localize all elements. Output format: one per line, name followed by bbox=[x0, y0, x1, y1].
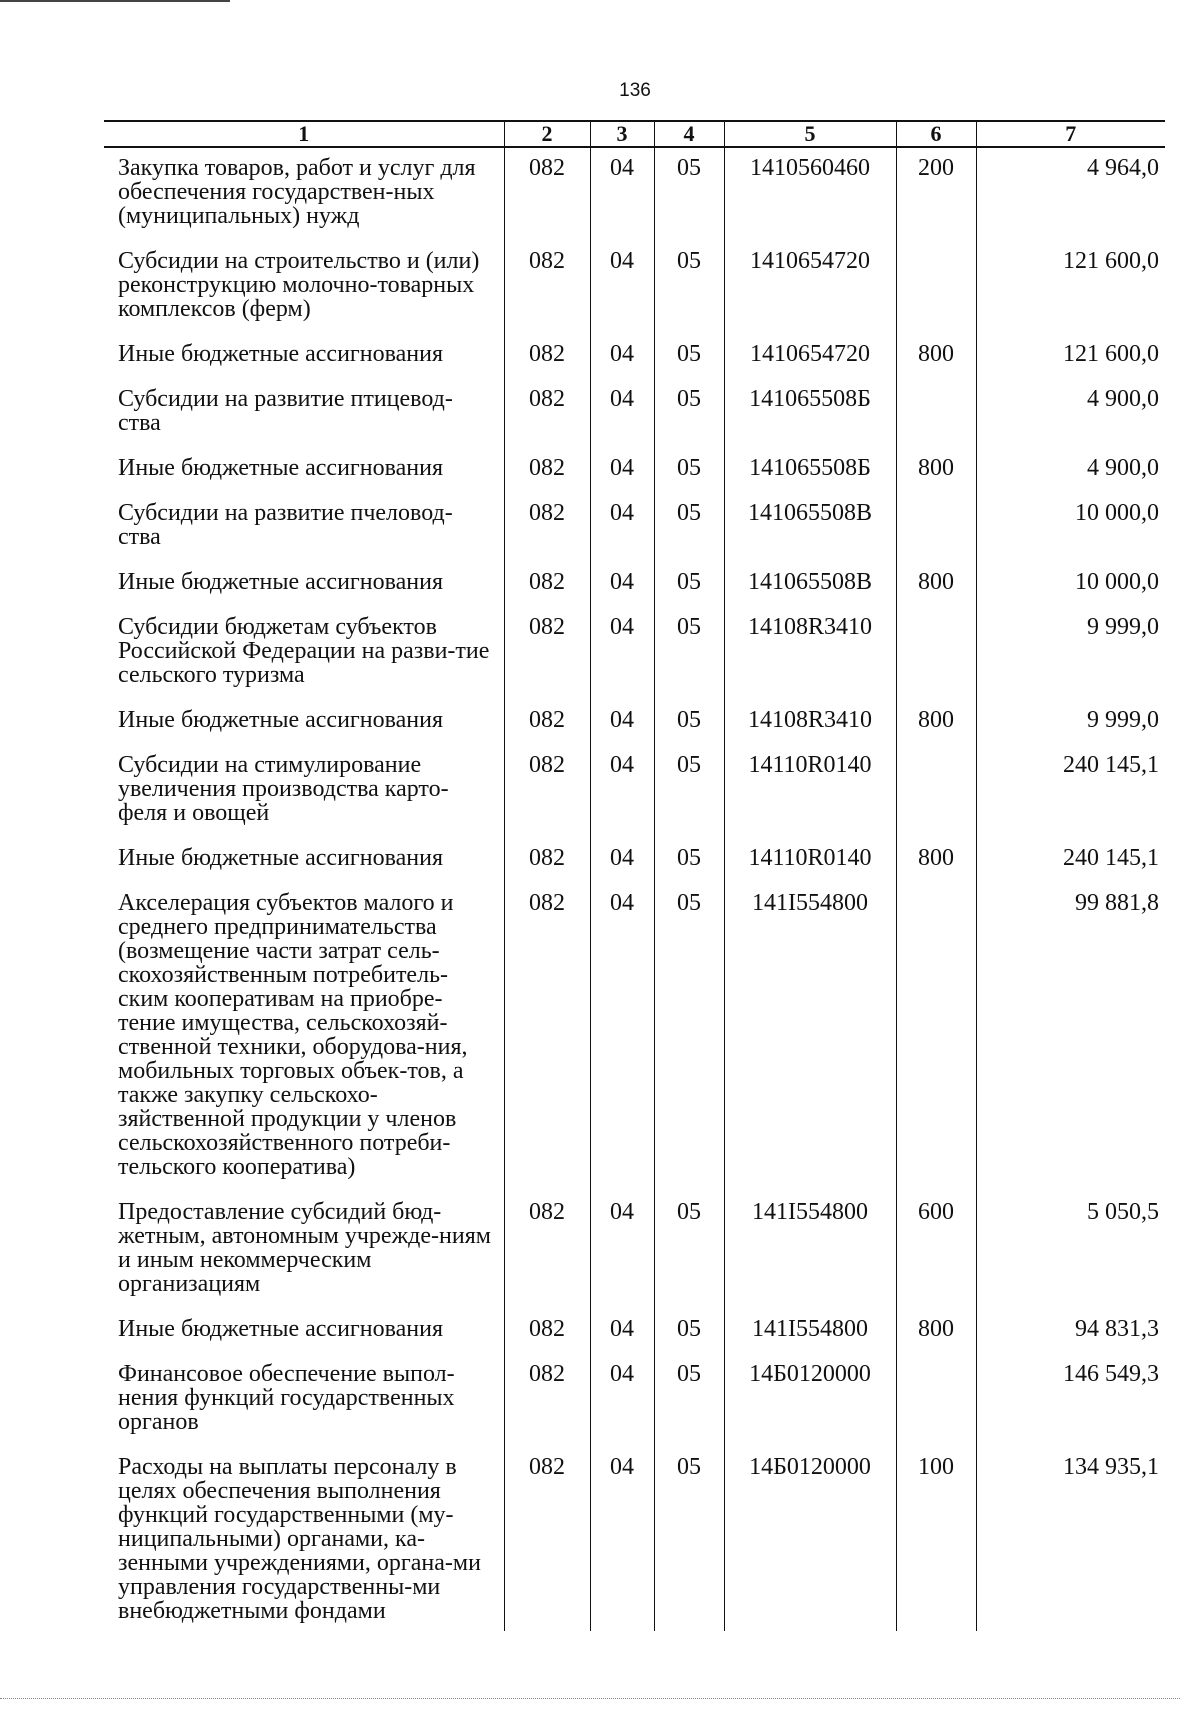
section-code: 04 bbox=[590, 448, 654, 493]
row-description: Субсидии на строительство и (или) реконструкцию молочно-товарных комплексов (ферм) bbox=[118, 248, 480, 322]
table-row bbox=[104, 493, 1165, 562]
expense-type-code bbox=[896, 745, 976, 838]
table-row bbox=[104, 1447, 1165, 1631]
table-row bbox=[104, 838, 1165, 883]
amount: 240 145,1 bbox=[976, 838, 1165, 883]
ministry-code: 082 bbox=[504, 883, 590, 1192]
subsection-code: 05 bbox=[654, 838, 724, 883]
header-col-5: 5 bbox=[724, 121, 896, 147]
table-row bbox=[104, 448, 1165, 493]
expense-type-code bbox=[896, 1354, 976, 1447]
section-code: 04 bbox=[590, 1354, 654, 1447]
target-article-code: 1410560460 bbox=[724, 147, 896, 241]
top-scan-rule bbox=[0, 0, 230, 2]
expense-type-code: 800 bbox=[896, 448, 976, 493]
expense-type-code: 800 bbox=[896, 334, 976, 379]
row-description: Финансовое обеспечение выпол-нения функций государственных органов bbox=[118, 1361, 455, 1435]
target-article-code: 141065508Б bbox=[724, 448, 896, 493]
target-article-code: 141065508В bbox=[724, 562, 896, 607]
target-article-code: 141I554800 bbox=[724, 883, 896, 1192]
expense-type-code bbox=[896, 607, 976, 700]
amount: 121 600,0 bbox=[976, 334, 1165, 379]
target-article-code: 141I554800 bbox=[724, 1192, 896, 1309]
ministry-code: 082 bbox=[504, 493, 590, 562]
amount: 134 935,1 bbox=[976, 1447, 1165, 1631]
table-row bbox=[104, 379, 1165, 448]
target-article-code: 14Б0120000 bbox=[724, 1447, 896, 1631]
header-col-6: 6 bbox=[896, 121, 976, 147]
row-description: Иные бюджетные ассигнования bbox=[118, 845, 443, 871]
row-description: Субсидии на развитие пчеловод-ства bbox=[118, 500, 453, 550]
subsection-code: 05 bbox=[654, 379, 724, 448]
target-article-code: 14Б0120000 bbox=[724, 1354, 896, 1447]
expense-type-code bbox=[896, 493, 976, 562]
amount: 10 000,0 bbox=[976, 493, 1165, 562]
subsection-code: 05 bbox=[654, 448, 724, 493]
row-description: Расходы на выплаты персоналу в целях обеспечения выполнения функций государственными (му-ниципальными) органами, ка-зенными учреждениями, органа-ми управления государственны-ми внебюджетными фондами bbox=[118, 1454, 481, 1624]
table-row bbox=[104, 1309, 1165, 1354]
subsection-code: 05 bbox=[654, 883, 724, 1192]
page-number: 136 bbox=[619, 80, 651, 101]
ministry-code: 082 bbox=[504, 1354, 590, 1447]
section-code: 04 bbox=[590, 147, 654, 241]
table-row bbox=[104, 147, 1165, 241]
amount: 146 549,3 bbox=[976, 1354, 1165, 1447]
header-row bbox=[104, 121, 1165, 147]
expense-type-code: 100 bbox=[896, 1447, 976, 1631]
target-article-code: 141065508Б bbox=[724, 379, 896, 448]
ministry-code: 082 bbox=[504, 1192, 590, 1309]
target-article-code: 14110R0140 bbox=[724, 745, 896, 838]
target-article-code: 141I554800 bbox=[724, 1309, 896, 1354]
amount: 240 145,1 bbox=[976, 745, 1165, 838]
amount: 94 831,3 bbox=[976, 1309, 1165, 1354]
amount: 99 881,8 bbox=[976, 883, 1165, 1192]
target-article-code: 1410654720 bbox=[724, 334, 896, 379]
section-code: 04 bbox=[590, 562, 654, 607]
row-description: Предоставление субсидий бюд-жетным, автономным учрежде-ниям и иным некоммерческим организациям bbox=[118, 1199, 491, 1297]
amount: 4 900,0 bbox=[976, 448, 1165, 493]
subsection-code: 05 bbox=[654, 562, 724, 607]
ministry-code: 082 bbox=[504, 241, 590, 334]
section-code: 04 bbox=[590, 1192, 654, 1309]
header-col-4: 4 bbox=[654, 121, 724, 147]
amount: 5 050,5 bbox=[976, 1192, 1165, 1309]
amount: 4 900,0 bbox=[976, 379, 1165, 448]
table-row bbox=[104, 1354, 1165, 1447]
expense-type-code: 800 bbox=[896, 562, 976, 607]
subsection-code: 05 bbox=[654, 1354, 724, 1447]
subsection-code: 05 bbox=[654, 1447, 724, 1631]
target-article-code: 14108R3410 bbox=[724, 700, 896, 745]
budget-table bbox=[104, 120, 1165, 1631]
ministry-code: 082 bbox=[504, 607, 590, 700]
subsection-code: 05 bbox=[654, 147, 724, 241]
header-col-1: 1 bbox=[104, 121, 504, 147]
table-row bbox=[104, 700, 1165, 745]
row-description: Иные бюджетные ассигнования bbox=[118, 455, 443, 481]
section-code: 04 bbox=[590, 700, 654, 745]
subsection-code: 05 bbox=[654, 607, 724, 700]
subsection-code: 05 bbox=[654, 334, 724, 379]
section-code: 04 bbox=[590, 607, 654, 700]
table-row bbox=[104, 607, 1165, 700]
ministry-code: 082 bbox=[504, 562, 590, 607]
table-row bbox=[104, 334, 1165, 379]
expense-type-code bbox=[896, 883, 976, 1192]
row-description: Иные бюджетные ассигнования bbox=[118, 341, 443, 367]
ministry-code: 082 bbox=[504, 448, 590, 493]
target-article-code: 14110R0140 bbox=[724, 838, 896, 883]
ministry-code: 082 bbox=[504, 147, 590, 241]
row-description: Иные бюджетные ассигнования bbox=[118, 707, 443, 733]
row-description: Субсидии бюджетам субъектов Российской Федерации на разви-тие сельского туризма bbox=[118, 614, 490, 688]
table-row bbox=[104, 883, 1165, 1192]
section-code: 04 bbox=[590, 493, 654, 562]
expense-type-code bbox=[896, 241, 976, 334]
section-code: 04 bbox=[590, 745, 654, 838]
table-row bbox=[104, 745, 1165, 838]
target-article-code: 1410654720 bbox=[724, 241, 896, 334]
subsection-code: 05 bbox=[654, 241, 724, 334]
ministry-code: 082 bbox=[504, 334, 590, 379]
table-row bbox=[104, 1192, 1165, 1309]
section-code: 04 bbox=[590, 883, 654, 1192]
amount: 10 000,0 bbox=[976, 562, 1165, 607]
row-description: Субсидии на развитие птицевод-ства bbox=[118, 386, 453, 436]
ministry-code: 082 bbox=[504, 379, 590, 448]
target-article-code: 141065508В bbox=[724, 493, 896, 562]
row-description: Иные бюджетные ассигнования bbox=[118, 569, 443, 595]
expense-type-code: 800 bbox=[896, 838, 976, 883]
amount: 121 600,0 bbox=[976, 241, 1165, 334]
expense-type-code: 800 bbox=[896, 1309, 976, 1354]
amount: 9 999,0 bbox=[976, 607, 1165, 700]
target-article-code: 14108R3410 bbox=[724, 607, 896, 700]
expense-type-code: 600 bbox=[896, 1192, 976, 1309]
row-description: Иные бюджетные ассигнования bbox=[118, 1316, 443, 1342]
amount: 9 999,0 bbox=[976, 700, 1165, 745]
table-row bbox=[104, 241, 1165, 334]
expense-type-code bbox=[896, 379, 976, 448]
ministry-code: 082 bbox=[504, 838, 590, 883]
expense-type-code: 800 bbox=[896, 700, 976, 745]
bottom-scan-rule bbox=[0, 1698, 1180, 1699]
section-code: 04 bbox=[590, 838, 654, 883]
ministry-code: 082 bbox=[504, 700, 590, 745]
subsection-code: 05 bbox=[654, 493, 724, 562]
section-code: 04 bbox=[590, 1309, 654, 1354]
ministry-code: 082 bbox=[504, 1309, 590, 1354]
section-code: 04 bbox=[590, 334, 654, 379]
amount: 4 964,0 bbox=[976, 147, 1165, 241]
ministry-code: 082 bbox=[504, 1447, 590, 1631]
subsection-code: 05 bbox=[654, 700, 724, 745]
subsection-code: 05 bbox=[654, 745, 724, 838]
ministry-code: 082 bbox=[504, 745, 590, 838]
header-col-3: 3 bbox=[590, 121, 654, 147]
header-col-2: 2 bbox=[504, 121, 590, 147]
header-col-7: 7 bbox=[976, 121, 1165, 147]
expense-type-code: 200 bbox=[896, 147, 976, 241]
section-code: 04 bbox=[590, 379, 654, 448]
subsection-code: 05 bbox=[654, 1192, 724, 1309]
section-code: 04 bbox=[590, 1447, 654, 1631]
row-description: Акселерация субъектов малого и среднего предпринимательства (возмещение части затрат сель-скохозяйственным потребитель-ским кооперативам на приобре-тение имущества, сельскохозяй-ственной техники, оборудова-ния, мобильных торговых объек-тов, а также закупку сельскохо-зяйственной продукции у членов сельскохозяйственного потреби-тельского кооператива) bbox=[118, 890, 468, 1180]
section-code: 04 bbox=[590, 241, 654, 334]
row-description: Закупка товаров, работ и услуг для обеспечения государствен-ных (муниципальных) нужд bbox=[118, 155, 476, 229]
row-description: Субсидии на стимулирование увеличения производства карто-феля и овощей bbox=[118, 752, 449, 826]
subsection-code: 05 bbox=[654, 1309, 724, 1354]
table-row bbox=[104, 562, 1165, 607]
